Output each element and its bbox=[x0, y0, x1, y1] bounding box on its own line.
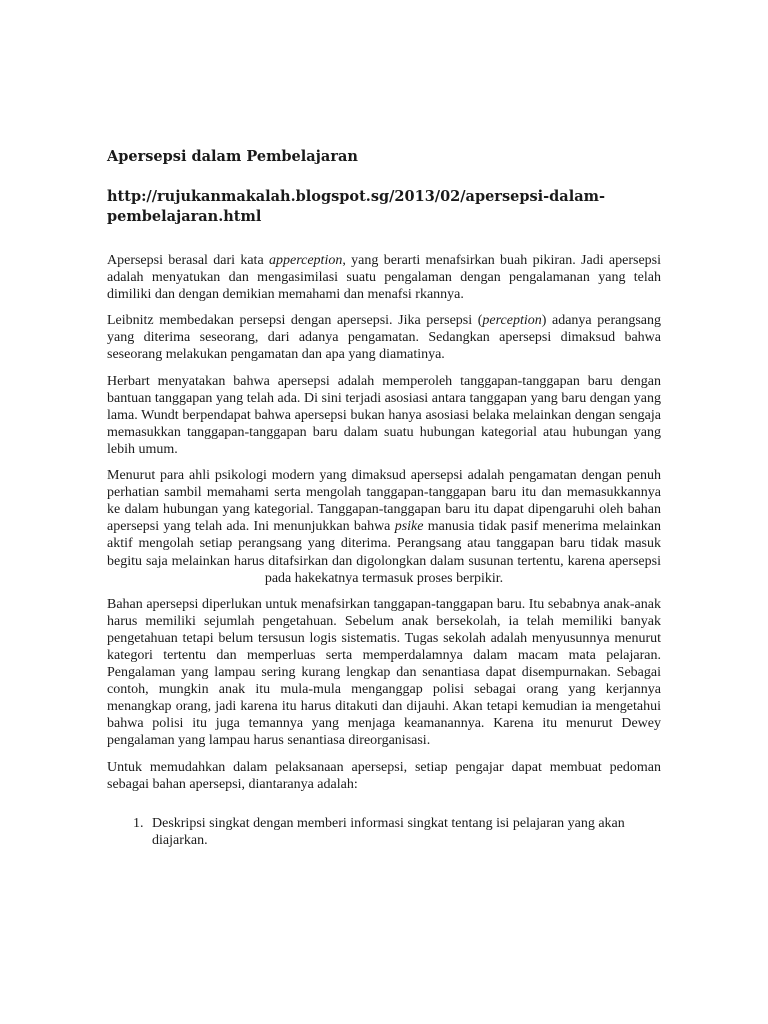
document-title: Apersepsi dalam Pembelajaran bbox=[107, 148, 358, 165]
list-item bbox=[107, 815, 661, 849]
paragraph-6: Untuk memudahkan dalam pelaksanaan apersepsi, setiap pengajar dapat membuat pedoman sebagai bahan apersepsi, diantaranya adalah: bbox=[107, 759, 661, 792]
paragraph-1-term: apperception bbox=[268, 253, 343, 268]
paragraph-4-term: psike bbox=[394, 519, 424, 535]
source-url-line1: http://rujukanmakalah.blogspot.sg/2013/02/apersepsi-dalam- bbox=[107, 188, 605, 205]
paragraph-5: Bahan apersepsi diperlukan untuk menafsirkan tanggapan-tanggapan baru. Itu sebabnya anak-anak harus memiliki sejumlah pengetahuan. Sebelum anak bersekolah, ia telah memiliki banyak pengetahuan tetapi belum tersusun logis sistematis. Tugas sekolah adalah menyusunnya menurut kategori tertentu dan memperluas serta memperdalamnya dalam macam mata pelajaran. Pengalaman yang lampau sering kurang lengkap dan senantiasa dapat disempurnakan. Sebagai contoh, mungkin anak itu mula-mula menganggap polisi sebagai orang yang kerjannya menangkap orang, jadi karena itu harus ditakuti dan dijauhi. Akan tetapi kemudian ia mengetahui bahwa polisi itu juga temannya yang menjaga keamanannya. Karena itu menurut Dewey pengalaman yang lampau harus senantiasa direorganisasi. bbox=[107, 596, 661, 749]
paragraph-4-text-a: Menurut para ahli psikologi modern yang dimaksud apersepsi adalah pengamatan dengan penuh perhatian sambil memahami serta mengolah tanggapan-tanggapan baru itu dan memasukkannya ke dalam hubungan yang kategorial. Tanggapan-tanggapan baru itu dapat dipengaruhi oleh bahan apersepsi yang telah ada. Ini menunjukkan bahwa bbox=[107, 468, 661, 535]
paragraph-3: Herbart menyatakan bahwa apersepsi adalah memperoleh tanggapan-tanggapan baru dengan bantuan tanggapan yang telah ada. Di sini terjadi asosiasi antara tanggapan yang baru dengan yang lama. Wundt berpendapat bahwa apersepsi bukan hanya asosiasi belaka melainkan dengan sengaja memasukkan tanggapan-tanggapan baru dalam suatu hubungan kategorial atau hubungan yang lebih umum. bbox=[107, 373, 661, 457]
paragraph-1 bbox=[107, 252, 661, 303]
document-content bbox=[107, 140, 661, 849]
paragraph-2-text-a: Leibnitz membedakan persepsi dengan apersepsi. Jika persepsi ( bbox=[107, 313, 483, 329]
list-item-number: 1. bbox=[133, 815, 144, 831]
list-item-text: Deskripsi singkat dengan memberi informasi singkat tentang isi pelajaran yang akan diajarkan. bbox=[152, 815, 625, 848]
paragraph-1-text-b: , yang berarti menafsirkan buah pikiran. Jadi apersepsi adalah menyatukan dan mengasimilasi suatu pengalaman dengan pengalamanan yang telah dimiliki dan dengan demikian memahami dan menafsi rkannya. bbox=[107, 253, 662, 303]
paragraph-2 bbox=[107, 312, 661, 363]
source-url-line2: pembelajaran.html bbox=[107, 208, 262, 225]
paragraph-1-text-a: Apersepsi berasal dari kata bbox=[107, 253, 269, 268]
paragraph-2-term: perception bbox=[482, 313, 542, 329]
paragraph-4 bbox=[107, 467, 661, 587]
numbered-list bbox=[107, 815, 661, 849]
paragraph-4-text-b: manusia tidak pasif menerima melainkan aktif mengolah setiap perangsang yang diterima. Perangsang atau tanggapan baru tidak masuk begitu saja melainkan harus ditafsirkan dan digolongkan dalam susunan tertentu, karena apersepsi pada hakekatnya termasuk proses berpikir. bbox=[107, 519, 661, 586]
source-url bbox=[107, 187, 661, 227]
paragraph-2-text-b: ) adanya perangsang yang diterima seseorang, dari adanya pengamatan. Sedangkan apersepsi dimaksud bahwa seseorang melakukan pengamatan dan apa yang diamatinya. bbox=[107, 313, 661, 363]
